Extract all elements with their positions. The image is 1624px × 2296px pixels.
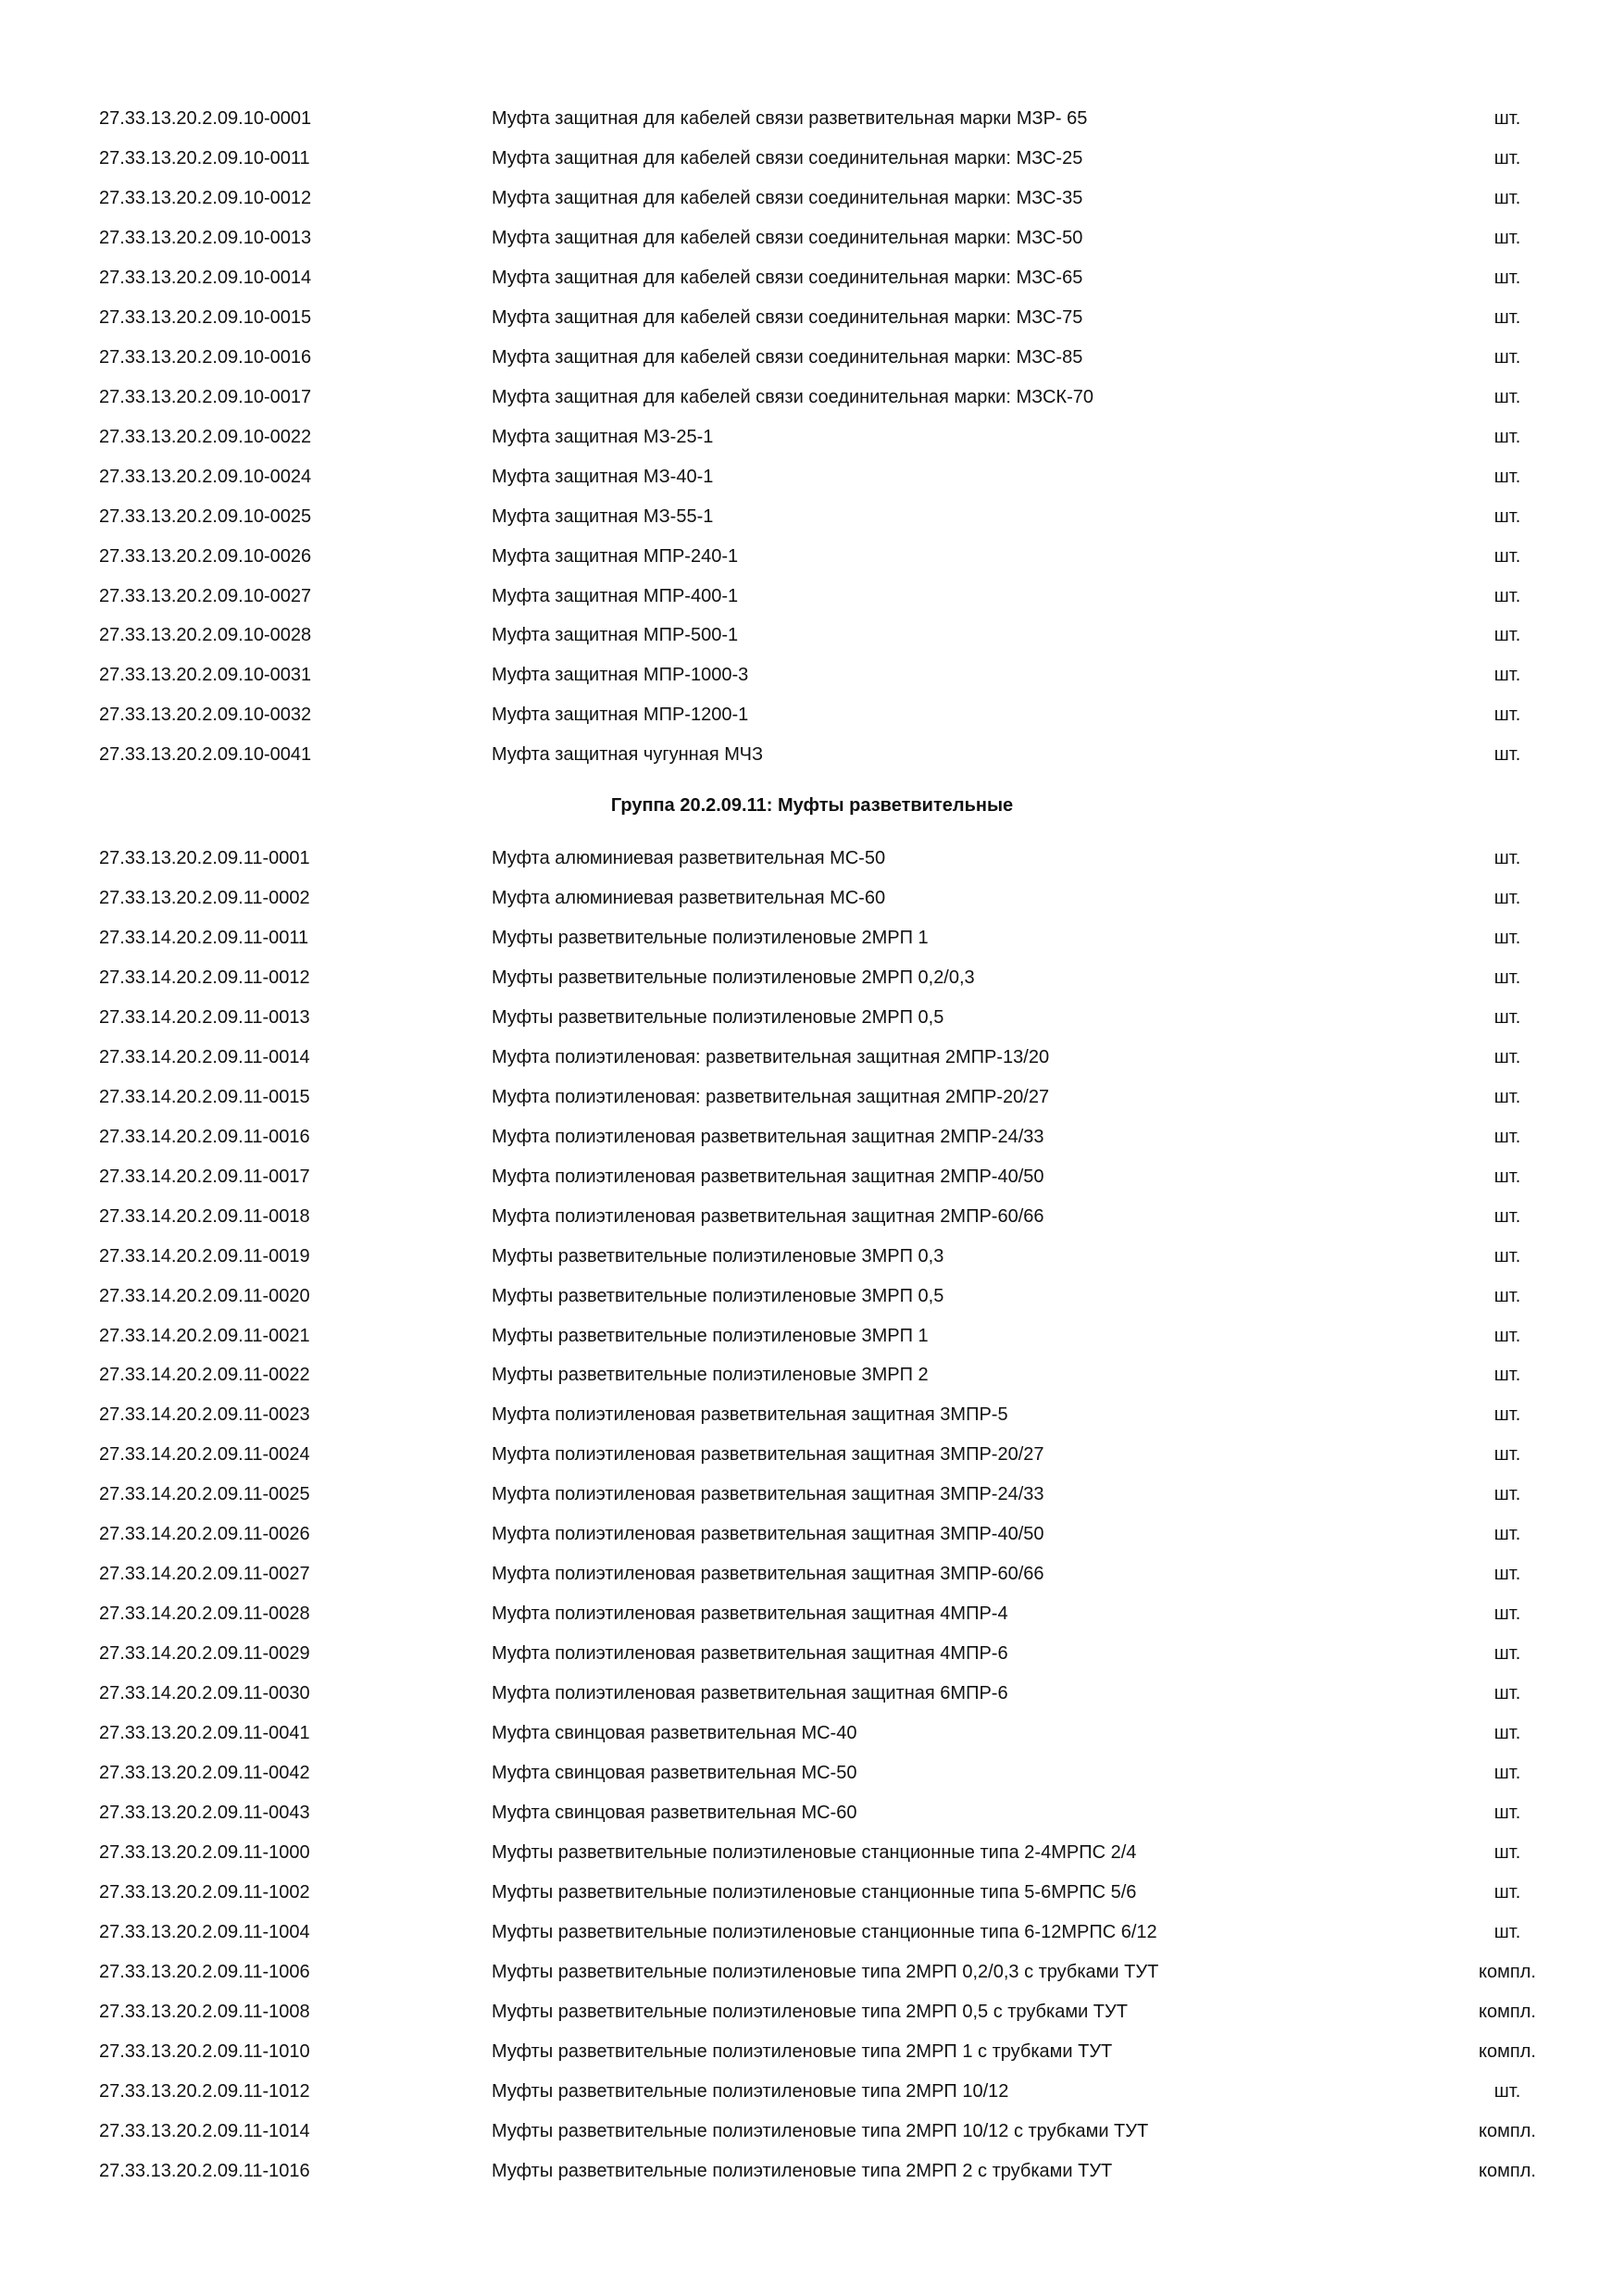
item-name: Муфта защитная для кабелей связи соединительная марки: МЗС-75 (492, 306, 1083, 328)
item-name: Муфта полиэтиленовая разветвительная защитная 4МПР-4 (492, 1603, 1008, 1625)
item-unit: шт. (1493, 426, 1521, 447)
item-unit: шт. (1493, 1245, 1521, 1267)
item-name: Муфта защитная МПР-240-1 (492, 545, 739, 567)
table-row (0, 741, 1624, 768)
table-row (0, 463, 1624, 491)
table-row (0, 2117, 1624, 2145)
item-unit: шт. (1493, 967, 1521, 988)
table-row (0, 1282, 1624, 1310)
table-row (0, 1163, 1624, 1191)
table-row (0, 543, 1624, 570)
item-code: 27.33.13.20.2.09.10-0013 (99, 227, 312, 248)
table-row (0, 621, 1624, 649)
item-code: 27.33.13.20.2.09.10-0017 (99, 386, 312, 407)
item-code: 27.33.14.20.2.09.11-0015 (99, 1086, 310, 1107)
item-name: Муфты разветвительные полиэтиленовые типа 2МРП 0,5 с трубками ТУТ (492, 2001, 1128, 2022)
item-name: Муфта алюминиевая разветвительная МС-50 (492, 848, 886, 868)
table-row (0, 423, 1624, 451)
item-code: 27.33.13.20.2.09.11-1006 (99, 1961, 310, 1982)
table-row (0, 224, 1624, 252)
item-code: 27.33.14.20.2.09.11-0012 (99, 967, 310, 988)
item-unit: шт. (1493, 1842, 1521, 1863)
item-code: 27.33.14.20.2.09.11-0023 (99, 1404, 310, 1426)
item-unit: шт. (1493, 306, 1521, 328)
item-unit: шт. (1493, 665, 1521, 686)
item-name: Муфты разветвительные полиэтиленовые 2МРП 0,2/0,3 (492, 967, 975, 988)
item-name: Муфты разветвительные полиэтиленовые типа 2МРП 10/12 с трубками ТУТ (492, 2120, 1149, 2141)
item-name: Муфта свинцовая разветвительная МС-60 (492, 1803, 857, 1824)
item-name: Муфта защитная МПР-500-1 (492, 625, 739, 646)
item-code: 27.33.13.20.2.09.10-0012 (99, 187, 312, 208)
item-name: Муфта защитная для кабелей связи разветвительная марки МЗР- 65 (492, 108, 1088, 129)
item-code: 27.33.13.20.2.09.10-0028 (99, 625, 312, 646)
table-row (0, 844, 1624, 872)
table-row (0, 2038, 1624, 2065)
item-code: 27.33.14.20.2.09.11-0020 (99, 1285, 310, 1306)
table-row (0, 383, 1624, 411)
item-unit: шт. (1493, 1921, 1521, 1942)
item-unit: шт. (1493, 108, 1521, 129)
table-row (0, 1918, 1624, 1946)
item-unit: компл. (1479, 2040, 1536, 2062)
table-row (0, 264, 1624, 292)
item-unit: шт. (1493, 1723, 1521, 1744)
item-unit: шт. (1493, 705, 1521, 726)
item-code: 27.33.13.20.2.09.11-1016 (99, 2160, 310, 2181)
item-code: 27.33.14.20.2.09.11-0029 (99, 1643, 310, 1665)
table-row (0, 343, 1624, 371)
item-name: Муфты разветвительные полиэтиленовые типа 2МРП 0,2/0,3 с трубками ТУТ (492, 1961, 1159, 1982)
item-code: 27.33.14.20.2.09.11-0018 (99, 1205, 310, 1227)
item-unit: компл. (1479, 2120, 1536, 2141)
item-name: Муфта защитная МПР-400-1 (492, 585, 739, 606)
item-unit: шт. (1493, 2080, 1521, 2102)
item-name: Муфты разветвительные полиэтиленовые станционные типа 6-12МРПС 6/12 (492, 1921, 1157, 1942)
item-name: Муфта полиэтиленовая разветвительная защитная 3МПР-60/66 (492, 1564, 1044, 1585)
item-code: 27.33.14.20.2.09.11-0019 (99, 1245, 310, 1267)
table-row (0, 1759, 1624, 1787)
item-unit: шт. (1493, 1006, 1521, 1028)
item-unit: шт. (1493, 147, 1521, 168)
item-code: 27.33.13.20.2.09.10-0031 (99, 665, 312, 686)
item-name: Муфта защитная чугунная МЧЗ (492, 744, 764, 766)
item-unit: шт. (1493, 1126, 1521, 1147)
item-code: 27.33.14.20.2.09.11-0026 (99, 1524, 310, 1545)
table-row (0, 701, 1624, 729)
item-code: 27.33.13.20.2.09.11-1014 (99, 2120, 310, 2141)
item-name: Муфта полиэтиленовая разветвительная защитная 3МПР-20/27 (492, 1444, 1044, 1466)
item-name: Муфта защитная для кабелей связи соединительная марки: МЗС-65 (492, 267, 1083, 288)
item-unit: шт. (1493, 848, 1521, 868)
item-code: 27.33.13.20.2.09.11-0042 (99, 1763, 310, 1784)
item-unit: шт. (1493, 585, 1521, 606)
item-name: Муфта защитная для кабелей связи соединительная марки: МЗСК-70 (492, 386, 1093, 407)
table-row (0, 2157, 1624, 2185)
item-code: 27.33.14.20.2.09.11-0011 (99, 927, 309, 948)
item-unit: шт. (1493, 227, 1521, 248)
item-name: Муфта защитная МПР-1000-3 (492, 665, 749, 686)
table-row (0, 924, 1624, 952)
item-unit: шт. (1493, 346, 1521, 368)
item-code: 27.33.13.20.2.09.10-0011 (99, 147, 310, 168)
item-code: 27.33.13.20.2.09.10-0001 (99, 108, 312, 129)
item-code: 27.33.13.20.2.09.11-1010 (99, 2040, 310, 2062)
item-code: 27.33.13.20.2.09.10-0016 (99, 346, 312, 368)
item-name: Муфта защитная для кабелей связи соединительная марки: МЗС-85 (492, 346, 1083, 368)
table-row (0, 1520, 1624, 1548)
table-row (0, 1043, 1624, 1071)
item-unit: шт. (1493, 267, 1521, 288)
item-name: Муфта защитная для кабелей связи соединительная марки: МЗС-50 (492, 227, 1083, 248)
item-code: 27.33.14.20.2.09.11-0016 (99, 1126, 310, 1147)
table-row (0, 1361, 1624, 1389)
item-code: 27.33.13.20.2.09.10-0014 (99, 267, 312, 288)
item-code: 27.33.13.20.2.09.10-0022 (99, 426, 312, 447)
item-name: Муфты разветвительные полиэтиленовые 3МРП 0,3 (492, 1245, 944, 1267)
table-row (0, 1878, 1624, 1906)
item-unit: шт. (1493, 1603, 1521, 1625)
item-name: Муфта защитная для кабелей связи соединительная марки: МЗС-25 (492, 147, 1083, 168)
item-name: Муфта свинцовая разветвительная МС-50 (492, 1763, 857, 1784)
item-unit: компл. (1479, 2160, 1536, 2181)
item-code: 27.33.13.20.2.09.10-0025 (99, 505, 312, 527)
item-name: Муфта защитная МПР-1200-1 (492, 705, 749, 726)
group-header: Группа 20.2.09.11: Муфты разветвительные (610, 795, 1014, 816)
table-row (0, 1441, 1624, 1468)
item-unit: шт. (1493, 187, 1521, 208)
item-unit: шт. (1493, 927, 1521, 948)
item-unit: шт. (1493, 1803, 1521, 1824)
item-unit: компл. (1479, 2001, 1536, 2022)
table-row (0, 184, 1624, 212)
item-unit: шт. (1493, 1285, 1521, 1306)
table-row (0, 1679, 1624, 1707)
item-name: Муфта полиэтиленовая разветвительная защитная 4МПР-6 (492, 1643, 1008, 1665)
item-code: 27.33.13.20.2.09.10-0032 (99, 705, 312, 726)
item-code: 27.33.13.20.2.09.10-0024 (99, 466, 312, 487)
table-row (0, 1839, 1624, 1866)
table-row (0, 1480, 1624, 1508)
item-name: Муфта полиэтиленовая разветвительная защитная 2МПР-24/33 (492, 1126, 1044, 1147)
item-name: Муфта полиэтиленовая разветвительная защитная 3МПР-40/50 (492, 1524, 1044, 1545)
item-unit: шт. (1493, 1643, 1521, 1665)
item-code: 27.33.13.20.2.09.11-1002 (99, 1881, 310, 1903)
item-name: Муфта защитная МЗ-25-1 (492, 426, 714, 447)
item-unit: шт. (1493, 1524, 1521, 1545)
item-name: Муфты разветвительные полиэтиленовые станционные типа 2-4МРПС 2/4 (492, 1842, 1137, 1863)
table-row (0, 1958, 1624, 1986)
item-unit: шт. (1493, 1086, 1521, 1107)
table-row (0, 503, 1624, 530)
item-unit: шт. (1493, 887, 1521, 908)
item-code: 27.33.14.20.2.09.11-0013 (99, 1006, 310, 1028)
item-code: 27.33.13.20.2.09.11-0002 (99, 887, 310, 908)
item-code: 27.33.13.20.2.09.11-0041 (99, 1723, 310, 1744)
table-row (0, 661, 1624, 689)
item-unit: шт. (1493, 1404, 1521, 1426)
table-row (0, 1600, 1624, 1628)
item-unit: шт. (1493, 1325, 1521, 1346)
item-name: Муфты разветвительные полиэтиленовые 2МРП 1 (492, 927, 929, 948)
item-code: 27.33.13.20.2.09.11-0043 (99, 1803, 310, 1824)
item-code: 27.33.14.20.2.09.11-0017 (99, 1166, 310, 1187)
item-unit: шт. (1493, 545, 1521, 567)
item-code: 27.33.14.20.2.09.11-0027 (99, 1564, 310, 1585)
item-name: Муфта защитная МЗ-55-1 (492, 505, 714, 527)
item-unit: шт. (1493, 386, 1521, 407)
item-unit: шт. (1493, 1763, 1521, 1784)
item-name: Муфты разветвительные полиэтиленовые типа 2МРП 2 с трубками ТУТ (492, 2160, 1113, 2181)
item-name: Муфта полиэтиленовая: разветвительная защитная 2МПР-13/20 (492, 1046, 1050, 1067)
item-unit: шт. (1493, 466, 1521, 487)
item-name: Муфта свинцовая разветвительная МС-40 (492, 1723, 857, 1744)
item-unit: шт. (1493, 1444, 1521, 1466)
item-unit: шт. (1493, 1881, 1521, 1903)
table-row (0, 1083, 1624, 1111)
item-name: Муфта защитная для кабелей связи соединительная марки: МЗС-35 (492, 187, 1083, 208)
table-row (0, 1719, 1624, 1747)
item-name: Муфты разветвительные полиэтиленовые 3МРП 1 (492, 1325, 929, 1346)
table-row (0, 1401, 1624, 1429)
item-name: Муфты разветвительные полиэтиленовые 3МРП 2 (492, 1365, 929, 1386)
item-name: Муфта полиэтиленовая разветвительная защитная 3МПР-24/33 (492, 1484, 1044, 1505)
item-name: Муфты разветвительные полиэтиленовые типа 2МРП 1 с трубками ТУТ (492, 2040, 1113, 2062)
table-row (0, 1242, 1624, 1270)
item-name: Муфты разветвительные полиэтиленовые типа 2МРП 10/12 (492, 2080, 1009, 2102)
item-code: 27.33.13.20.2.09.11-1012 (99, 2080, 310, 2102)
item-code: 27.33.13.20.2.09.11-0001 (99, 848, 310, 868)
item-unit: шт. (1493, 1046, 1521, 1067)
item-unit: шт. (1493, 1683, 1521, 1704)
item-unit: шт. (1493, 1205, 1521, 1227)
item-name: Муфта алюминиевая разветвительная МС-60 (492, 887, 886, 908)
table-row (0, 582, 1624, 610)
table-row (0, 304, 1624, 331)
item-code: 27.33.13.20.2.09.11-1004 (99, 1921, 310, 1942)
item-code: 27.33.13.20.2.09.11-1000 (99, 1842, 310, 1863)
table-row (0, 1640, 1624, 1667)
item-unit: шт. (1493, 1564, 1521, 1585)
item-code: 27.33.14.20.2.09.11-0030 (99, 1683, 310, 1704)
table-row (0, 1799, 1624, 1827)
item-name: Муфты разветвительные полиэтиленовые 3МРП 0,5 (492, 1285, 944, 1306)
item-name: Муфта полиэтиленовая разветвительная защитная 2МПР-40/50 (492, 1166, 1044, 1187)
table-row (0, 1322, 1624, 1350)
table-row (0, 1998, 1624, 2026)
item-unit: шт. (1493, 505, 1521, 527)
table-row (0, 1560, 1624, 1588)
item-code: 27.33.14.20.2.09.11-0025 (99, 1484, 310, 1505)
table-row (0, 884, 1624, 912)
item-code: 27.33.13.20.2.09.11-1008 (99, 2001, 310, 2022)
item-code: 27.33.14.20.2.09.11-0028 (99, 1603, 310, 1625)
item-unit: шт. (1493, 625, 1521, 646)
item-code: 27.33.14.20.2.09.11-0014 (99, 1046, 310, 1067)
table-row (0, 105, 1624, 132)
item-unit: шт. (1493, 1365, 1521, 1386)
table-row (0, 964, 1624, 992)
item-name: Муфты разветвительные полиэтиленовые станционные типа 5-6МРПС 5/6 (492, 1881, 1137, 1903)
item-unit: шт. (1493, 1484, 1521, 1505)
table-row (0, 1004, 1624, 1031)
item-code: 27.33.13.20.2.09.10-0015 (99, 306, 312, 328)
table-row (0, 1123, 1624, 1151)
item-name: Муфта полиэтиленовая: разветвительная защитная 2МПР-20/27 (492, 1086, 1050, 1107)
item-unit: шт. (1493, 1166, 1521, 1187)
item-name: Муфта полиэтиленовая разветвительная защитная 6МПР-6 (492, 1683, 1008, 1704)
item-code: 27.33.13.20.2.09.10-0027 (99, 585, 312, 606)
item-name: Муфта полиэтиленовая разветвительная защитная 3МПР-5 (492, 1404, 1008, 1426)
item-name: Муфта защитная МЗ-40-1 (492, 466, 714, 487)
table-row (0, 144, 1624, 172)
item-name: Муфта полиэтиленовая разветвительная защитная 2МПР-60/66 (492, 1205, 1044, 1227)
table-row (0, 2078, 1624, 2105)
item-code: 27.33.14.20.2.09.11-0022 (99, 1365, 310, 1386)
table-row (0, 1203, 1624, 1230)
item-code: 27.33.13.20.2.09.10-0041 (99, 744, 312, 766)
item-unit: шт. (1493, 744, 1521, 766)
item-code: 27.33.13.20.2.09.10-0026 (99, 545, 312, 567)
item-code: 27.33.14.20.2.09.11-0021 (99, 1325, 310, 1346)
item-code: 27.33.14.20.2.09.11-0024 (99, 1444, 310, 1466)
item-unit: компл. (1479, 1961, 1536, 1982)
item-name: Муфты разветвительные полиэтиленовые 2МРП 0,5 (492, 1006, 944, 1028)
